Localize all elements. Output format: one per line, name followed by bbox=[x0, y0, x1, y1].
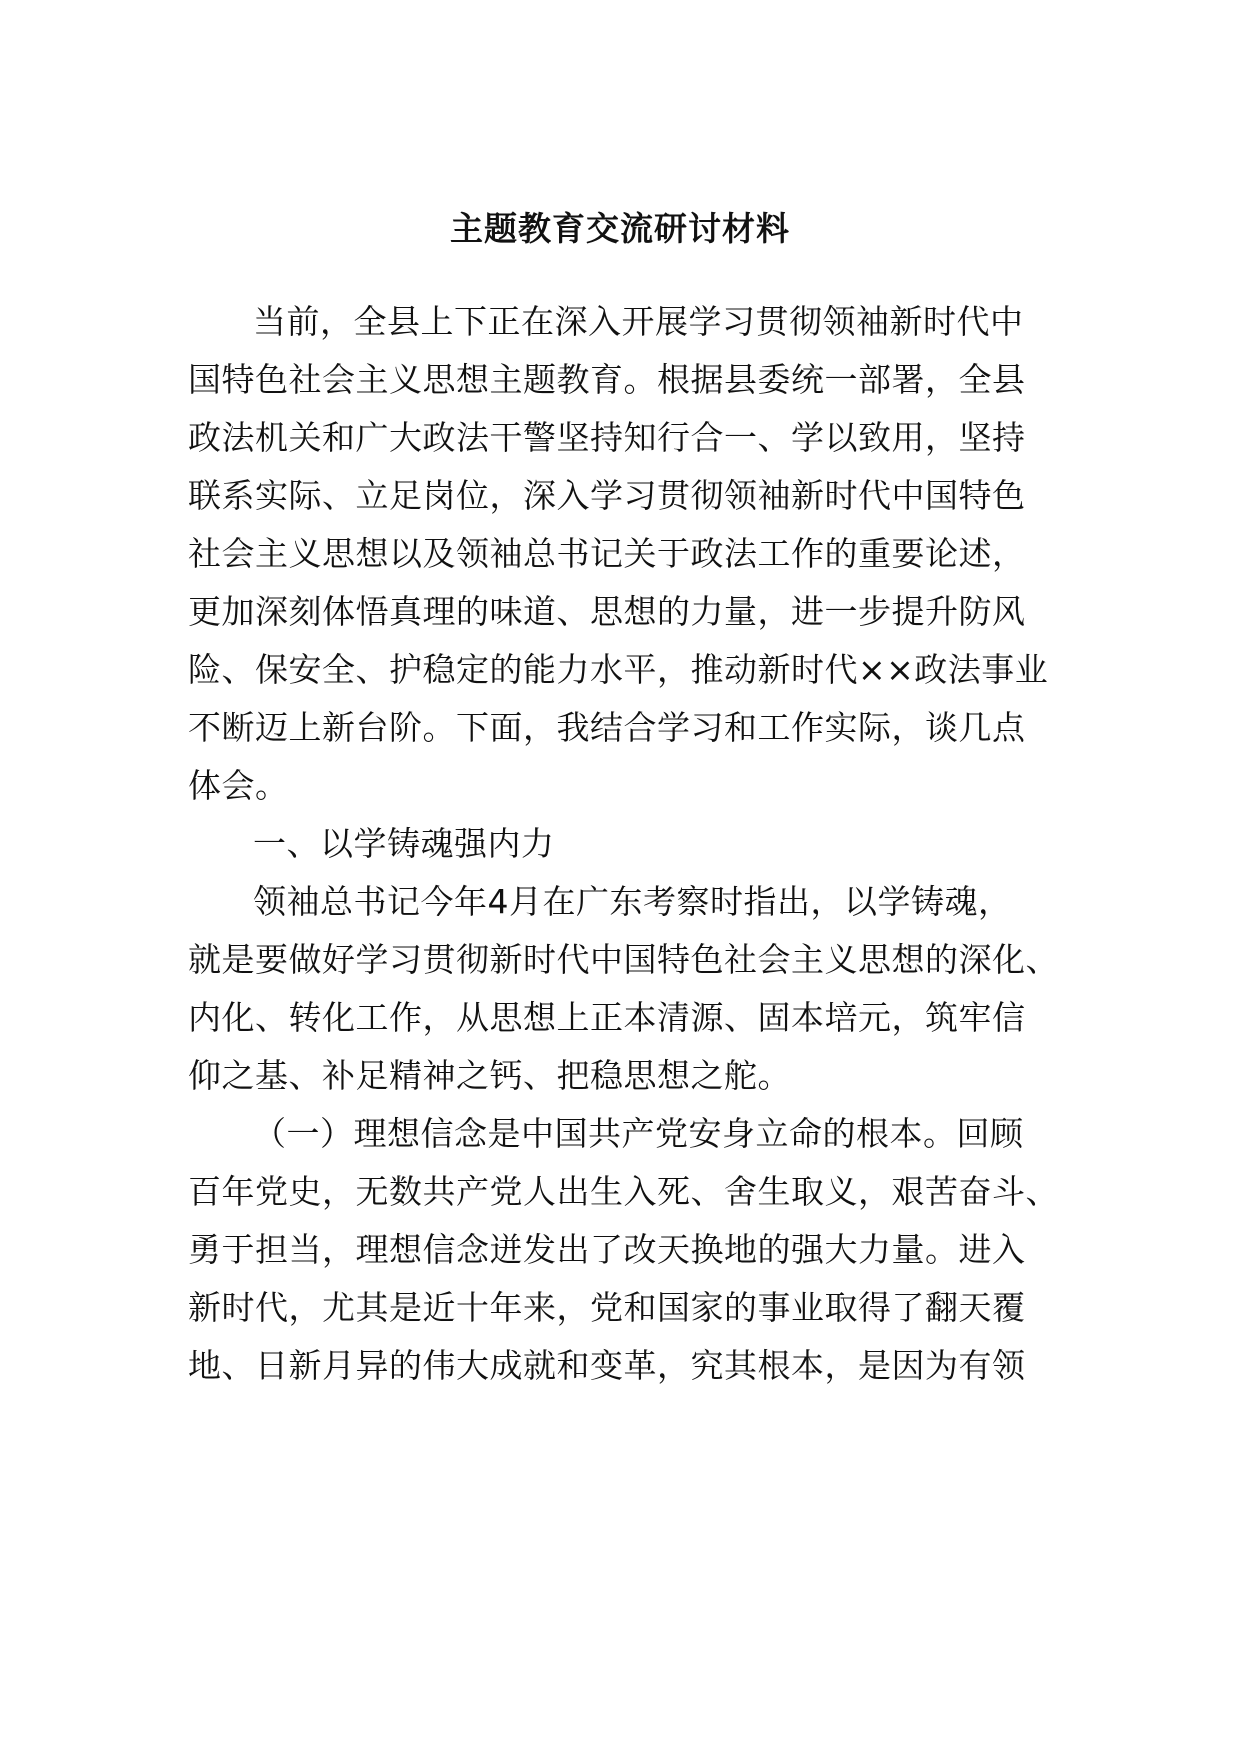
paragraph-1-line-8: 不断迈上新台阶。下面，我结合学习和工作实际，谈几点 bbox=[188, 708, 1026, 747]
section-heading-1: 一、以学铸魂强内力 bbox=[253, 824, 555, 863]
paragraph-1-line-3: 政法机关和广大政法干警坚持知行合一、学以致用，坚持 bbox=[188, 418, 1026, 457]
paragraph-4-line-4: 新时代，尤其是近十年来，党和国家的事业取得了翻天覆 bbox=[188, 1288, 1026, 1327]
paragraph-4-line-2: 百年党史，无数共产党人出生入死、舍生取义，艰苦奋斗、 bbox=[188, 1172, 1059, 1211]
paragraph-1-line-9: 体会。 bbox=[188, 766, 289, 805]
paragraph-3-line-4: 仰之基、补足精神之钙、把稳思想之舵。 bbox=[188, 1056, 791, 1095]
paragraph-1-line-1: 当前，全县上下正在深入开展学习贯彻领袖新时代中 bbox=[253, 302, 1024, 341]
paragraph-4-line-5: 地、日新月异的伟大成就和变革，究其根本，是因为有领 bbox=[188, 1346, 1026, 1385]
paragraph-3-line-1: 领袖总书记今年4月在广东考察时指出，以学铸魂， bbox=[253, 882, 1012, 921]
paragraph-1-line-7: 险、保安全、护稳定的能力水平，推动新时代××政法事业 bbox=[188, 650, 1049, 689]
paragraph-1-line-4: 联系实际、立足岗位，深入学习贯彻领袖新时代中国特色 bbox=[188, 476, 1026, 515]
paragraph-4-line-1: （一）理想信念是中国共产党安身立命的根本。回顾 bbox=[253, 1114, 1024, 1153]
paragraph-1-line-5: 社会主义思想以及领袖总书记关于政法工作的重要论述， bbox=[188, 534, 1026, 573]
paragraph-1-line-6: 更加深刻体悟真理的味道、思想的力量，进一步提升防风 bbox=[188, 592, 1026, 631]
document-title: 主题教育交流研讨材料 bbox=[450, 209, 790, 248]
paragraph-3-line-3: 内化、转化工作，从思想上正本清源、固本培元，筑牢信 bbox=[188, 998, 1026, 1037]
paragraph-1-line-2: 国特色社会主义思想主题教育。根据县委统一部署，全县 bbox=[188, 360, 1026, 399]
paragraph-4-line-3: 勇于担当，理想信念迸发出了改天换地的强大力量。进入 bbox=[188, 1230, 1026, 1269]
paragraph-3-line-2: 就是要做好学习贯彻新时代中国特色社会主义思想的深化、 bbox=[188, 940, 1059, 979]
